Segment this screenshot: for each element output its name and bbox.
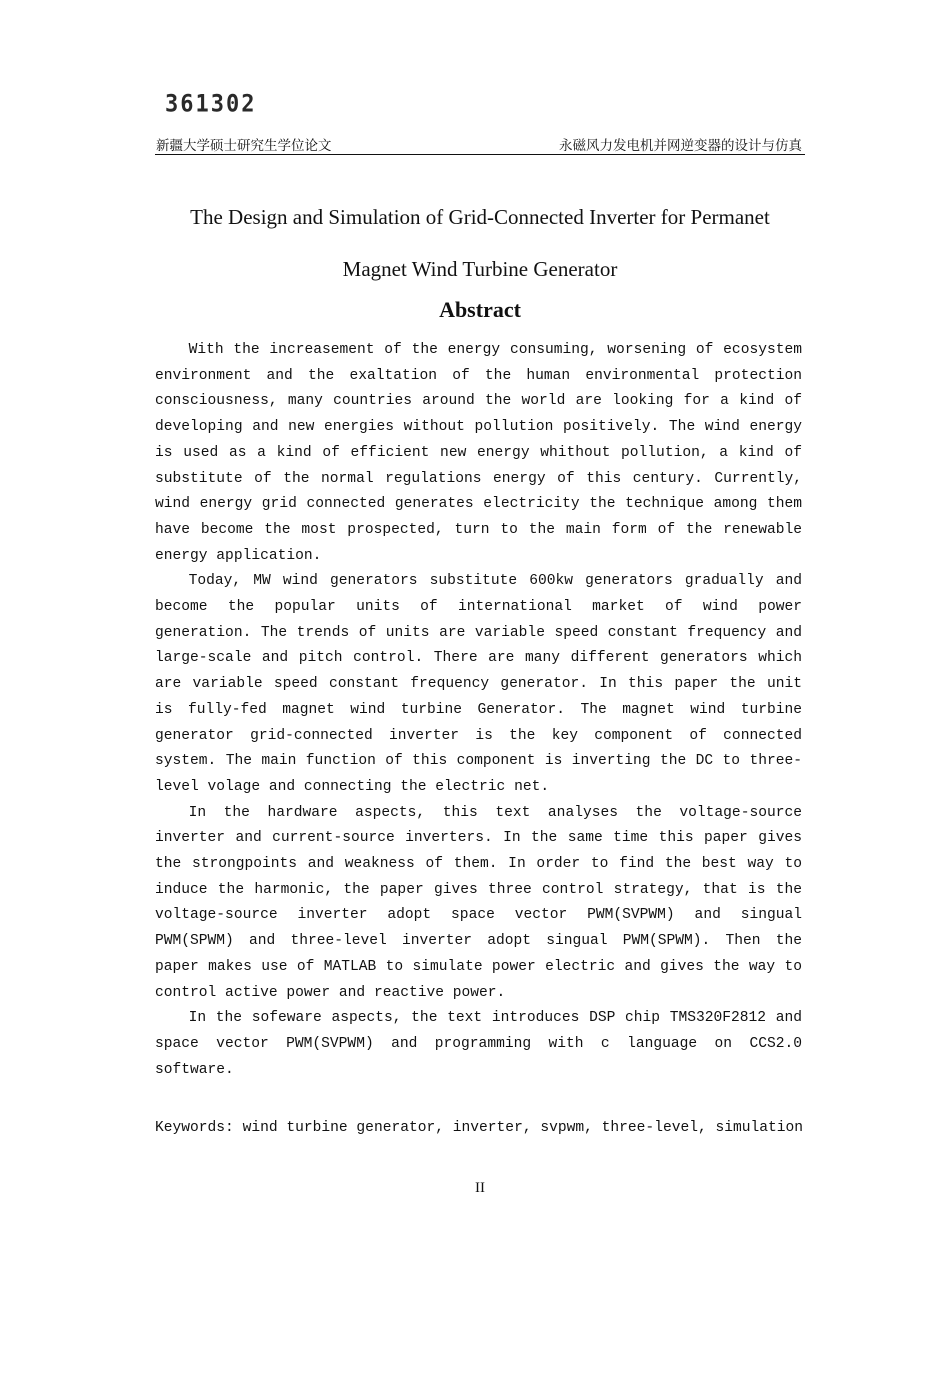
header-thesis-title: 永磁风力发电机并网逆变器的设计与仿真 bbox=[559, 138, 802, 154]
paper-title bbox=[155, 191, 805, 295]
abstract-heading: Abstract bbox=[439, 297, 521, 322]
abstract-paragraph-4: In the sofeware aspects, the text introduces DSP chip TMS320F2812 and space vector PWM(SVPWM) and programming with c language on CCS2.0 software. bbox=[155, 1010, 802, 1078]
abstract-paragraph-1: With the increasement of the energy consuming, worsening of ecosystem environment and the exaltation of the human environmental protection consciousness, many countries around the world are looking for a kind of developing and new energies without pollution positively. The wind energy is used as a kind of efficient new energy whithout pollution, a kind of substitute of the normal regulations energy of this century. Currently, wind energy grid connected generates electricity the technique among them have become the most prospected, turn to the main form of the renewable energy application. bbox=[155, 342, 802, 564]
library-stamp: 361302 bbox=[165, 90, 257, 119]
abstract-body bbox=[155, 338, 802, 1083]
header-thesis-type: 新疆大学硕士研究生学位论文 bbox=[156, 138, 332, 154]
running-header bbox=[155, 132, 805, 155]
abstract-paragraph-3: In the hardware aspects, this text analyses the voltage-source inverter and current-source inverters. In the same time this paper gives the strongpoints and weakness of them. In order to find the best way to induce the harmonic, the paper gives three control strategy, that is the voltage-source inverter adopt space vector PWM(SVPWM) and singual PWM(SPWM) and three-level inverter adopt singual PWM(SPWM). Then the paper makes use of MATLAB to simulate power electric and gives the way to control active power and reactive power. bbox=[155, 804, 802, 1001]
abstract-paragraph-2: Today, MW wind generators substitute 600kw generators gradually and become the popular units of international market of wind power generation. The trends of units are variable speed constant frequency and large-scale and pitch control. There are many different generators which are variable speed constant frequency generator. In this paper the unit is fully-fed magnet wind turbine Generator. The magnet wind turbine generator grid-connected inverter is the key component of connected system. The main function of this component is inverting the DC to three-level volage and connecting the electric net. bbox=[155, 573, 802, 795]
paper-title-line-1: The Design and Simulation of Grid-Connected Inverter for Permanet bbox=[190, 205, 770, 229]
page-number: II bbox=[475, 1180, 485, 1196]
keywords-line: Keywords: wind turbine generator, inverter, svpwm, three-level, simulation bbox=[155, 1120, 804, 1136]
paper-title-line-2: Magnet Wind Turbine Generator bbox=[342, 257, 618, 281]
